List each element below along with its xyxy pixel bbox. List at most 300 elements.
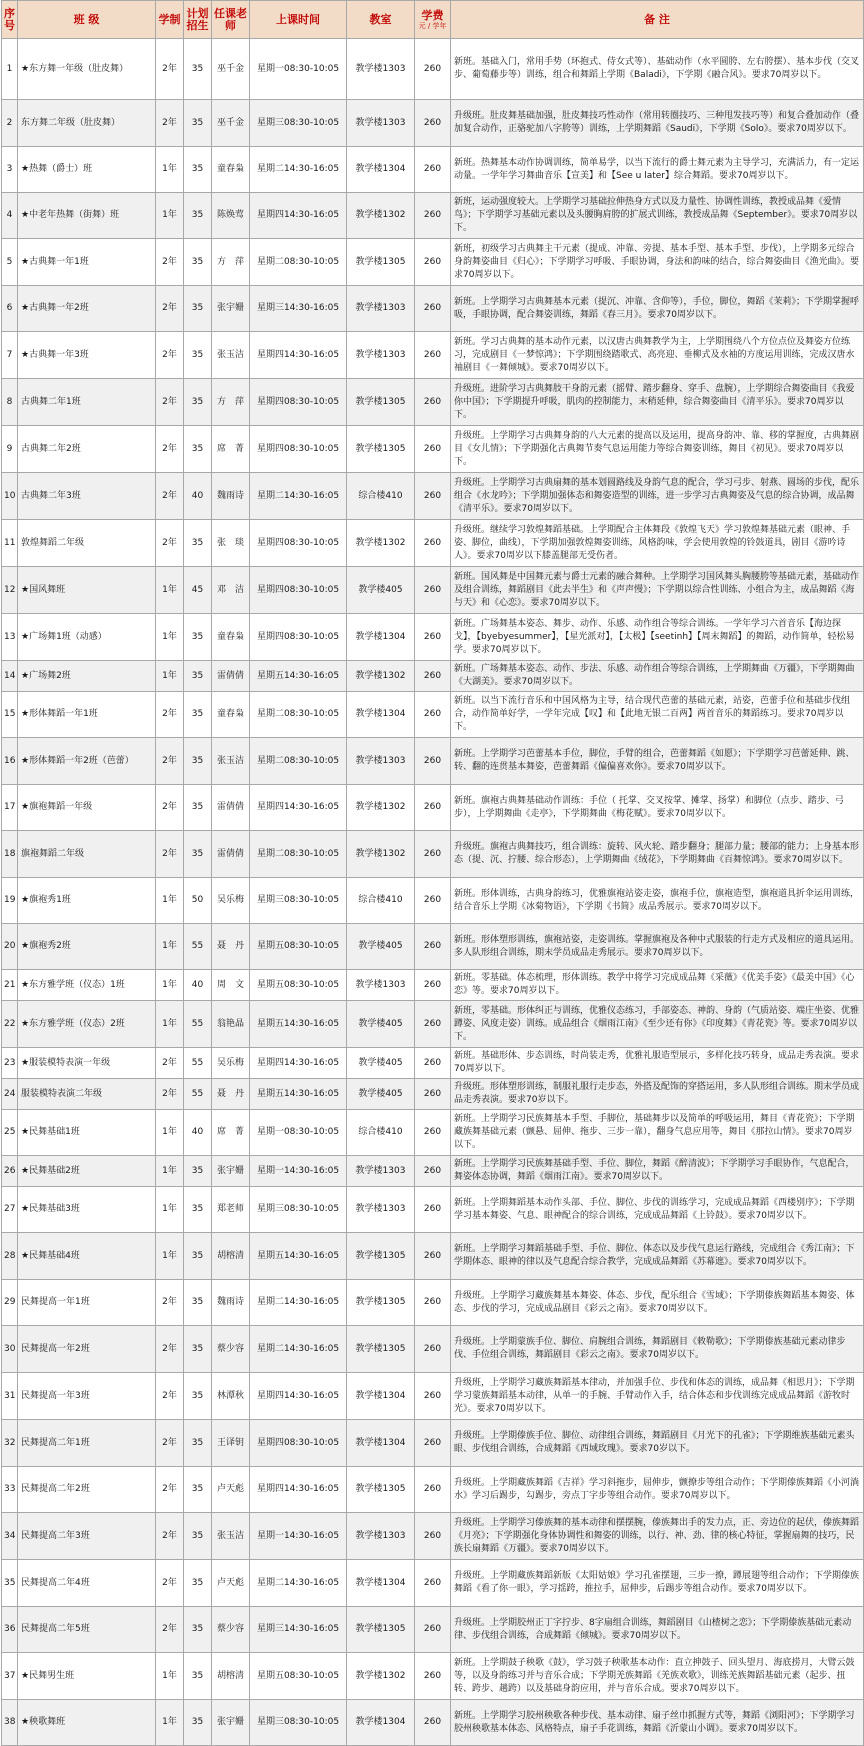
row-no-cell: 31 <box>2 1373 18 1420</box>
header-room: 教室 <box>347 1 415 39</box>
table-row <box>2 332 864 379</box>
classroom-cell: 教学楼1302 <box>347 1653 415 1700</box>
class-name-cell: 民舞提高二年3班 <box>18 1513 156 1560</box>
class-name-cell: ★国风舞班 <box>18 567 156 614</box>
table-row <box>2 39 864 100</box>
classroom-cell: 教学楼1305 <box>347 379 415 426</box>
quota-cell: 35 <box>184 614 212 661</box>
row-no-cell: 2 <box>2 100 18 147</box>
teacher-cell: 张玉洁 <box>212 1513 250 1560</box>
quota-cell: 40 <box>184 1110 212 1156</box>
row-no-cell: 26 <box>2 1156 18 1187</box>
class-name-cell: 民舞提高二年5班 <box>18 1607 156 1653</box>
note-cell: 升级班。上学期藏族舞蹈《吉祥》学习斜拖步，屈伸步，颤撩步等组合动作；下学期傣族舞蹈《小河淌水》学习后踢步，勾踢步，旁点丁字步等组合动作。要求70周岁以下。 <box>451 1467 864 1513</box>
row-no-cell: 4 <box>2 193 18 239</box>
fee-cell: 260 <box>415 286 451 332</box>
note-cell: 升级班。旗袍古典舞技巧，组合训练：旋转、风火轮、踏步翻身；腿部力量；腰部的能力；上身基本形态（提、沉、拧腰、综合形态），上学期舞曲《绒花》，下学期舞曲《百舞惊鸿》。要求70周岁以下。 <box>451 831 864 878</box>
quota-cell: 55 <box>184 1001 212 1048</box>
quota-cell: 40 <box>184 473 212 520</box>
class-time-cell: 星期二08:30-10:05 <box>250 692 347 738</box>
row-no-cell: 18 <box>2 831 18 878</box>
teacher-cell: 张宇姗 <box>212 286 250 332</box>
course-table <box>1 0 864 1746</box>
teacher-cell: 童春枭 <box>212 692 250 738</box>
note-cell: 新班。上学期学习舞蹈基础手型、手位、脚位、体态以及步伐气息运行路线，完成组合《秀江南》；下学期体态、眼神的律以及气息配合综合教学，完成成品舞蹈《苏幕遮》。要求70周岁以下。 <box>451 1233 864 1280</box>
class-name-cell: 古典舞二年1班 <box>18 379 156 426</box>
duration-cell: 1年 <box>156 1110 184 1156</box>
header-note: 备 注 <box>451 1 864 39</box>
teacher-cell: 张玉洁 <box>212 332 250 379</box>
table-row <box>2 1187 864 1233</box>
note-cell: 新班。广场舞基本姿态、动作、步法、乐感、动作组合等综合训练，上学期舞曲《万疆》，下学期舞曲《大湖美》。要求70周岁以下。 <box>451 661 864 692</box>
quota-cell: 35 <box>184 1467 212 1513</box>
teacher-cell: 雷倩倩 <box>212 661 250 692</box>
note-cell: 升级班。上学期学习古典舞身韵的八大元素的提高以及运用，提高身韵冲、靠、移的掌握度，古典舞剧目《女儿情》；下学期强化古典舞节奏气息运用能力等综合舞姿训练，舞目《初见》。要求70周岁以下。 <box>451 426 864 473</box>
row-no-cell: 13 <box>2 614 18 661</box>
table-row <box>2 692 864 738</box>
header-quota: 计划招生 <box>184 1 212 39</box>
row-no-cell: 20 <box>2 924 18 970</box>
classroom-cell: 教学楼1303 <box>347 39 415 100</box>
fee-cell: 260 <box>415 567 451 614</box>
teacher-cell: 张 琰 <box>212 520 250 567</box>
fee-cell: 260 <box>415 1560 451 1607</box>
class-time-cell: 星期四14:30-16:05 <box>250 193 347 239</box>
note-cell: 新班。以当下流行音乐和中国风格为主导，结合现代芭蕾的基础元素，站姿，芭蕾手位和基础步伐组合，动作简单好学，一学年完成【叹】和【此地无银二百两】两首音乐的舞蹈练习。要求70周岁以下。 <box>451 692 864 738</box>
class-time-cell: 星期一14:30-16:05 <box>250 1156 347 1187</box>
note-cell: 升级班。上学期学习古典扇舞的基本划圆路线及身韵气息的配合，学习弓步、射燕、圆场的步伐，配乐组合《水龙吟》；下学期加强体态和舞姿造型的训练，进一步学习古典舞姿及气息的综合协调，成品舞《清平乐》。要求70周岁以下。 <box>451 473 864 520</box>
note-cell: 升级班。上学期蒙族手位、脚位、肩腕组合训练，舞蹈剧目《敕勒歌》；下学期傣族基础元素动律步伐、手位组合训练，舞蹈剧目《彩云之南》。要求70周岁以下。 <box>451 1326 864 1373</box>
class-time-cell: 星期五14:30-16:05 <box>250 1001 347 1048</box>
header-teacher: 任课老师 <box>212 1 250 39</box>
class-name-cell: ★民舞基础1班 <box>18 1110 156 1156</box>
class-time-cell: 星期四08:30-10:05 <box>250 1420 347 1467</box>
row-no-cell: 22 <box>2 1001 18 1048</box>
fee-cell: 260 <box>415 1373 451 1420</box>
duration-cell: 1年 <box>156 878 184 924</box>
class-time-cell: 星期二08:30-10:05 <box>250 831 347 878</box>
note-cell: 新班。上学期学习民族舞基础手型、手位、脚位，舞蹈《醉清波》；下学期学习手眼协作，气息配合，舞姿体态协调，舞蹈《烟雨江南》。要求70周岁以下。 <box>451 1156 864 1187</box>
fee-cell: 260 <box>415 692 451 738</box>
class-name-cell: ★秧歌舞班 <box>18 1700 156 1746</box>
class-name-cell: ★中老年热舞（街舞）班 <box>18 193 156 239</box>
course-rows <box>2 39 864 1746</box>
note-cell: 升级班。肚皮舞基础加强，肚皮舞技巧性动作（常用转圈技巧、三种甩发技巧等）和复合叠加动作（叠加复合动作，正骆驼加八字胯等）训练，上学期舞蹈《Saudi》，下学期《Solo》。要求70周岁以下。 <box>451 100 864 147</box>
fee-cell: 260 <box>415 1700 451 1746</box>
quota-cell: 35 <box>184 1513 212 1560</box>
duration-cell: 2年 <box>156 332 184 379</box>
note-cell: 新班。零基础。体态梳理，形体训练。教学中将学习完成成品舞《采薇》《优美手姿》《最美中国》《心恋》等。要求70周岁以下。 <box>451 970 864 1001</box>
table-row <box>2 1079 864 1110</box>
note-cell: 新班。基础形体、步态训练，时尚装走秀，优雅礼服造型展示，多样化技巧转身，成品走秀表演。要求70周岁以下。 <box>451 1048 864 1079</box>
class-name-cell: ★广场舞2班 <box>18 661 156 692</box>
teacher-cell: 吴乐梅 <box>212 1048 250 1079</box>
duration-cell: 2年 <box>156 1607 184 1653</box>
class-name-cell: ★民舞基础3班 <box>18 1187 156 1233</box>
classroom-cell: 教学楼1303 <box>347 1156 415 1187</box>
classroom-cell: 教学楼1304 <box>347 1373 415 1420</box>
duration-cell: 2年 <box>156 738 184 785</box>
fee-cell: 260 <box>415 1420 451 1467</box>
fee-cell: 260 <box>415 379 451 426</box>
quota-cell: 35 <box>184 1280 212 1326</box>
row-no-cell: 30 <box>2 1326 18 1373</box>
row-no-cell: 8 <box>2 379 18 426</box>
fee-cell: 260 <box>415 1156 451 1187</box>
classroom-cell: 教学楼1305 <box>347 1607 415 1653</box>
class-name-cell: ★广场舞1班（动感） <box>18 614 156 661</box>
quota-cell: 40 <box>184 970 212 1001</box>
duration-cell: 1年 <box>156 614 184 661</box>
table-row <box>2 193 864 239</box>
note-cell: 新班。上学期学习民族舞基本手型、手脚位，基础舞步以及简单的呼吸运用，舞目《青花瓷》；下学期藏族舞基础元素（颤悬、屈伸、拖步、三步一靠），翻身气息应用等，舞目《那拉山情》。要求70周岁以下。 <box>451 1110 864 1156</box>
classroom-cell: 教学楼405 <box>347 924 415 970</box>
class-name-cell: 旗袍舞蹈二年级 <box>18 831 156 878</box>
table-row <box>2 1420 864 1467</box>
note-cell: 升级班。上学期胶州正丁字拧步、8字扇组合训练，舞蹈剧目《山楂树之恋》；下学期傣族基础元素动律、步伐组合训练，合成舞蹈《倾城》。要求70周岁以下。 <box>451 1607 864 1653</box>
teacher-cell: 吴乐梅 <box>212 878 250 924</box>
teacher-cell: 方 萍 <box>212 239 250 286</box>
classroom-cell: 教学楼1302 <box>347 520 415 567</box>
quota-cell: 55 <box>184 924 212 970</box>
duration-cell: 2年 <box>156 785 184 831</box>
quota-cell: 45 <box>184 567 212 614</box>
table-row <box>2 1280 864 1326</box>
duration-cell: 1年 <box>156 1700 184 1746</box>
fee-cell: 260 <box>415 924 451 970</box>
fee-cell: 260 <box>415 1326 451 1373</box>
class-time-cell: 星期三08:30-10:05 <box>250 100 347 147</box>
teacher-cell: 方 萍 <box>212 379 250 426</box>
class-name-cell: ★东方雅学班（仪态）1班 <box>18 970 156 1001</box>
row-no-cell: 9 <box>2 426 18 473</box>
quota-cell: 35 <box>184 100 212 147</box>
teacher-cell: 郑老师 <box>212 1187 250 1233</box>
quota-cell: 35 <box>184 39 212 100</box>
duration-cell: 1年 <box>156 193 184 239</box>
class-name-cell: 服装模特表演二年级 <box>18 1079 156 1110</box>
class-name-cell: ★热舞（爵士）班 <box>18 147 156 193</box>
header-time: 上课时间 <box>250 1 347 39</box>
duration-cell: 1年 <box>156 924 184 970</box>
quota-cell: 35 <box>184 1326 212 1373</box>
fee-cell: 260 <box>415 831 451 878</box>
duration-cell: 1年 <box>156 1156 184 1187</box>
fee-cell: 260 <box>415 1001 451 1048</box>
teacher-cell: 卢天彪 <box>212 1560 250 1607</box>
classroom-cell: 教学楼405 <box>347 1048 415 1079</box>
class-time-cell: 星期四08:30-10:05 <box>250 614 347 661</box>
teacher-cell: 巫千金 <box>212 39 250 100</box>
class-time-cell: 星期一08:30-10:05 <box>250 39 347 100</box>
row-no-cell: 29 <box>2 1280 18 1326</box>
classroom-cell: 教学楼1303 <box>347 332 415 379</box>
class-time-cell: 星期四14:30-16:05 <box>250 785 347 831</box>
row-no-cell: 14 <box>2 661 18 692</box>
quota-cell: 35 <box>184 286 212 332</box>
table-row <box>2 1653 864 1700</box>
fee-cell: 260 <box>415 39 451 100</box>
class-time-cell: 星期三08:30-10:05 <box>250 878 347 924</box>
teacher-cell: 邓 洁 <box>212 567 250 614</box>
duration-cell: 2年 <box>156 1513 184 1560</box>
quota-cell: 35 <box>184 692 212 738</box>
quota-cell: 35 <box>184 1607 212 1653</box>
table-row <box>2 1156 864 1187</box>
quota-cell: 35 <box>184 426 212 473</box>
duration-cell: 1年 <box>156 567 184 614</box>
classroom-cell: 教学楼1303 <box>347 738 415 785</box>
row-no-cell: 34 <box>2 1513 18 1560</box>
teacher-cell: 雷倩倩 <box>212 831 250 878</box>
table-row <box>2 1513 864 1560</box>
fee-cell: 260 <box>415 426 451 473</box>
row-no-cell: 12 <box>2 567 18 614</box>
class-time-cell: 星期三08:30-10:05 <box>250 1187 347 1233</box>
table-row <box>2 970 864 1001</box>
table-row <box>2 1700 864 1746</box>
teacher-cell: 魏雨诗 <box>212 473 250 520</box>
quota-cell: 35 <box>184 1156 212 1187</box>
class-time-cell: 星期五14:30-16:05 <box>250 1079 347 1110</box>
row-no-cell: 35 <box>2 1560 18 1607</box>
class-time-cell: 星期五08:30-10:05 <box>250 970 347 1001</box>
duration-cell: 2年 <box>156 100 184 147</box>
class-name-cell: 古典舞二年2班 <box>18 426 156 473</box>
duration-cell: 2年 <box>156 1467 184 1513</box>
fee-cell: 260 <box>415 1467 451 1513</box>
table-row <box>2 567 864 614</box>
duration-cell: 2年 <box>156 286 184 332</box>
table-row <box>2 1326 864 1373</box>
classroom-cell: 教学楼1303 <box>347 1513 415 1560</box>
quota-cell: 35 <box>184 1373 212 1420</box>
fee-cell: 260 <box>415 738 451 785</box>
class-name-cell: 民舞提高二年1班 <box>18 1420 156 1467</box>
class-time-cell: 星期二08:30-10:05 <box>250 738 347 785</box>
table-row <box>2 661 864 692</box>
class-time-cell: 星期四14:30-16:05 <box>250 1048 347 1079</box>
classroom-cell: 教学楼1303 <box>347 286 415 332</box>
row-no-cell: 5 <box>2 239 18 286</box>
class-time-cell: 星期五14:30-16:05 <box>250 1233 347 1280</box>
note-cell: 升级班，上学期学习藏族舞蹈基本律动，并加强手位、步伐和体态的训练，成品舞《相思月》；下学期学习蒙族舞蹈基本动律，从单一的手腕、手臂动作入手，结合体态和步伐训练完成成品舞蹈《游牧时光》。要求70周岁以下。 <box>451 1373 864 1420</box>
class-time-cell: 星期三14:30-16:05 <box>250 1607 347 1653</box>
table-row <box>2 1607 864 1653</box>
classroom-cell: 教学楼1305 <box>347 239 415 286</box>
header-fee-label: 学费 <box>421 8 444 22</box>
row-no-cell: 15 <box>2 692 18 738</box>
quota-cell: 35 <box>184 520 212 567</box>
class-name-cell: ★民舞基础4班 <box>18 1233 156 1280</box>
table-row <box>2 473 864 520</box>
header-duration: 学制 <box>156 1 184 39</box>
fee-cell: 260 <box>415 147 451 193</box>
quota-cell: 35 <box>184 661 212 692</box>
row-no-cell: 33 <box>2 1467 18 1513</box>
classroom-cell: 教学楼1304 <box>347 1560 415 1607</box>
class-time-cell: 星期四14:30-16:05 <box>250 1373 347 1420</box>
table-row <box>2 1467 864 1513</box>
note-cell: 升级班。进阶学习古典舞肢干身韵元素（摇臂、踏步翻身、穿手、盘腕），上学期综合舞姿曲目《我爱你中国》；下学期提升呼吸，肌肉的控制能力，末稍延伸，综合舞姿曲目《清平乐》。要求70周岁以下。 <box>451 379 864 426</box>
table-row <box>2 100 864 147</box>
class-time-cell: 星期四14:30-16:05 <box>250 332 347 379</box>
teacher-cell: 童春枭 <box>212 614 250 661</box>
duration-cell: 1年 <box>156 1187 184 1233</box>
table-row <box>2 878 864 924</box>
class-time-cell: 星期四14:30-16:05 <box>250 1467 347 1513</box>
teacher-cell: 周 文 <box>212 970 250 1001</box>
row-no-cell: 10 <box>2 473 18 520</box>
note-cell: 升级班。上学期学习傣族舞的基本动律和摆摆腕，傣族舞出手的发力点，正、旁边位的起伏，傣族舞蹈《月亮》；下学期强化身体协调性和舞姿的训练，以行、神、劲、律的核心特征，掌握扇舞的技巧，民族长扇舞蹈《万疆》。要求70周岁以下。 <box>451 1513 864 1560</box>
quota-cell: 55 <box>184 1079 212 1110</box>
class-name-cell: ★民舞基础2班 <box>18 1156 156 1187</box>
fee-cell: 260 <box>415 1187 451 1233</box>
note-cell: 新班。形体塑形训练，旗袍站姿，走姿训练。掌握旗袍及各种中式服装的行走方式及相应的道具运用。多人队形组合训练，期末学员成品走秀展示。要求70周岁以下。 <box>451 924 864 970</box>
duration-cell: 1年 <box>156 1653 184 1700</box>
row-no-cell: 24 <box>2 1079 18 1110</box>
note-cell: 新班。上学期学习古典舞基本元素（提沉、冲靠、含仰等），手位，脚位，舞蹈《茉莉》；下学期掌握呼吸，手眼协调，配合舞姿训练，舞蹈《春三月》。要求70周岁以下。 <box>451 286 864 332</box>
table-row <box>2 520 864 567</box>
row-no-cell: 3 <box>2 147 18 193</box>
quota-cell: 35 <box>184 239 212 286</box>
note-cell: 新班。旗袍古典舞基础动作训练：手位（ 托掌、交叉按掌、摊掌、扬掌）和脚位（点步、踏步、弓步），上学期舞曲《走亭》，下学期舞曲《梅花赋》。要求70周岁以下。 <box>451 785 864 831</box>
class-time-cell: 星期四08:30-10:05 <box>250 379 347 426</box>
duration-cell: 2年 <box>156 692 184 738</box>
quota-cell: 35 <box>184 1187 212 1233</box>
classroom-cell: 综合楼410 <box>347 878 415 924</box>
note-cell: 新班，运动强度较大。上学期学习基础拉伸热身方式以及力量性、协调性训练，教授成品舞《爱情鸟》；下学期学习基础元素以及头腰胸肩胯的扩展式训练，教授成品舞《September》。要求70周岁以下。 <box>451 193 864 239</box>
classroom-cell: 教学楼1303 <box>347 100 415 147</box>
class-name-cell: 敦煌舞蹈二年级 <box>18 520 156 567</box>
duration-cell: 2年 <box>156 379 184 426</box>
duration-cell: 2年 <box>156 1420 184 1467</box>
duration-cell: 2年 <box>156 1326 184 1373</box>
fee-cell: 260 <box>415 785 451 831</box>
table-row <box>2 286 864 332</box>
fee-cell: 260 <box>415 473 451 520</box>
quota-cell: 35 <box>184 379 212 426</box>
class-name-cell: 民舞提高一年2班 <box>18 1326 156 1373</box>
note-cell: 新班。形体训练，古典身韵练习，优雅旗袍站姿走姿，旗袍手位，旗袍造型，旗袍道具折伞运用训练，结合音乐上学期《冰菊物语》，下学期《书简》成品秀展示。要求70周岁以下。 <box>451 878 864 924</box>
row-no-cell: 37 <box>2 1653 18 1700</box>
row-no-cell: 32 <box>2 1420 18 1467</box>
teacher-cell: 魏雨诗 <box>212 1280 250 1326</box>
duration-cell: 2年 <box>156 1560 184 1607</box>
note-cell: 升级班。上学期傣族手位、脚位、动律组合训练，舞蹈剧目《月光下的孔雀》；下学期维族基础元素头眼、步伐组合训练，合成舞蹈《西域玫瑰》。要求70岁以下。 <box>451 1420 864 1467</box>
class-time-cell: 星期四08:30-10:05 <box>250 426 347 473</box>
table-row <box>2 1233 864 1280</box>
duration-cell: 1年 <box>156 970 184 1001</box>
teacher-cell: 巫千金 <box>212 100 250 147</box>
teacher-cell: 雷倩倩 <box>212 785 250 831</box>
duration-cell: 2年 <box>156 473 184 520</box>
fee-cell: 260 <box>415 614 451 661</box>
quota-cell: 35 <box>184 831 212 878</box>
table-row <box>2 785 864 831</box>
class-time-cell: 星期二08:30-10:05 <box>250 239 347 286</box>
classroom-cell: 教学楼1305 <box>347 1467 415 1513</box>
quota-cell: 35 <box>184 193 212 239</box>
teacher-cell: 童春枭 <box>212 147 250 193</box>
fee-cell: 260 <box>415 1233 451 1280</box>
row-no-cell: 11 <box>2 520 18 567</box>
table-row <box>2 1048 864 1079</box>
row-no-cell: 16 <box>2 738 18 785</box>
note-cell: 新班。热舞基本动作协调训练，简单易学，以当下流行的爵士舞元素为主导学习，充满活力，有一定运动量。一学年学习舞曲音乐【宣美】和【See u later】综合舞蹈。要求70周岁以下。 <box>451 147 864 193</box>
class-time-cell: 星期五14:30-16:05 <box>250 661 347 692</box>
class-time-cell: 星期二14:30-16:05 <box>250 1280 347 1326</box>
fee-cell: 260 <box>415 661 451 692</box>
row-no-cell: 17 <box>2 785 18 831</box>
table-row <box>2 831 864 878</box>
class-name-cell: 民舞提高二年2班 <box>18 1467 156 1513</box>
fee-cell: 260 <box>415 970 451 1001</box>
class-name-cell: 民舞提高一年3班 <box>18 1373 156 1420</box>
fee-cell: 260 <box>415 520 451 567</box>
header-no: 序号 <box>2 1 18 39</box>
row-no-cell: 36 <box>2 1607 18 1653</box>
teacher-cell: 陈焕莺 <box>212 193 250 239</box>
classroom-cell: 教学楼405 <box>347 1079 415 1110</box>
class-time-cell: 星期一14:30-16:05 <box>250 1513 347 1560</box>
fee-cell: 260 <box>415 193 451 239</box>
quota-cell: 50 <box>184 878 212 924</box>
fee-cell: 260 <box>415 1607 451 1653</box>
class-time-cell: 星期五08:30-10:05 <box>250 924 347 970</box>
duration-cell: 2年 <box>156 1280 184 1326</box>
duration-cell: 2年 <box>156 1079 184 1110</box>
duration-cell: 1年 <box>156 147 184 193</box>
fee-cell: 260 <box>415 1280 451 1326</box>
header-class: 班 级 <box>18 1 156 39</box>
classroom-cell: 教学楼1303 <box>347 970 415 1001</box>
table-row <box>2 1560 864 1607</box>
fee-cell: 260 <box>415 239 451 286</box>
class-name-cell: 东方舞二年级（肚皮舞） <box>18 100 156 147</box>
note-cell: 升级班。上学期学习藏族舞基本舞姿、体态、步伐，配乐组合《雪域》；下学期傣族舞蹈基本舞姿、体态、步伐的学习，完成成品剧目《彩云之南》。要求70周岁以下。 <box>451 1280 864 1326</box>
class-time-cell: 星期四08:30-10:05 <box>250 567 347 614</box>
fee-cell: 260 <box>415 1513 451 1560</box>
duration-cell: 2年 <box>156 831 184 878</box>
fee-cell: 260 <box>415 1079 451 1110</box>
row-no-cell: 7 <box>2 332 18 379</box>
table-row <box>2 1373 864 1420</box>
teacher-cell: 张宇姗 <box>212 1156 250 1187</box>
class-name-cell: ★旗袍秀2班 <box>18 924 156 970</box>
note-cell: 新班。上学期舞蹈基本动作头部、手位、脚位、步伐的训练学习，完成成品舞蹈《西楼别序》；下学期学习基本舞姿、气息、眼神配合的综合训练，完成成品舞蹈《上铃鼓》。要求70周岁以下。 <box>451 1187 864 1233</box>
row-no-cell: 25 <box>2 1110 18 1156</box>
class-name-cell: ★东方雅学班（仪态）2班 <box>18 1001 156 1048</box>
teacher-cell: 席 菁 <box>212 1110 250 1156</box>
classroom-cell: 教学楼1305 <box>347 426 415 473</box>
classroom-cell: 教学楼1304 <box>347 614 415 661</box>
classroom-cell: 教学楼1304 <box>347 1420 415 1467</box>
class-time-cell: 星期五08:30-10:05 <box>250 1653 347 1700</box>
class-time-cell: 星期四08:30-10:05 <box>250 520 347 567</box>
duration-cell: 2年 <box>156 239 184 286</box>
row-no-cell: 1 <box>2 39 18 100</box>
class-time-cell: 星期一08:30-10:05 <box>250 1110 347 1156</box>
teacher-cell: 王译钥 <box>212 1420 250 1467</box>
row-no-cell: 21 <box>2 970 18 1001</box>
duration-cell: 2年 <box>156 39 184 100</box>
row-no-cell: 28 <box>2 1233 18 1280</box>
duration-cell: 2年 <box>156 426 184 473</box>
duration-cell: 2年 <box>156 1048 184 1079</box>
class-name-cell: 古典舞二年3班 <box>18 473 156 520</box>
teacher-cell: 蔡少容 <box>212 1607 250 1653</box>
